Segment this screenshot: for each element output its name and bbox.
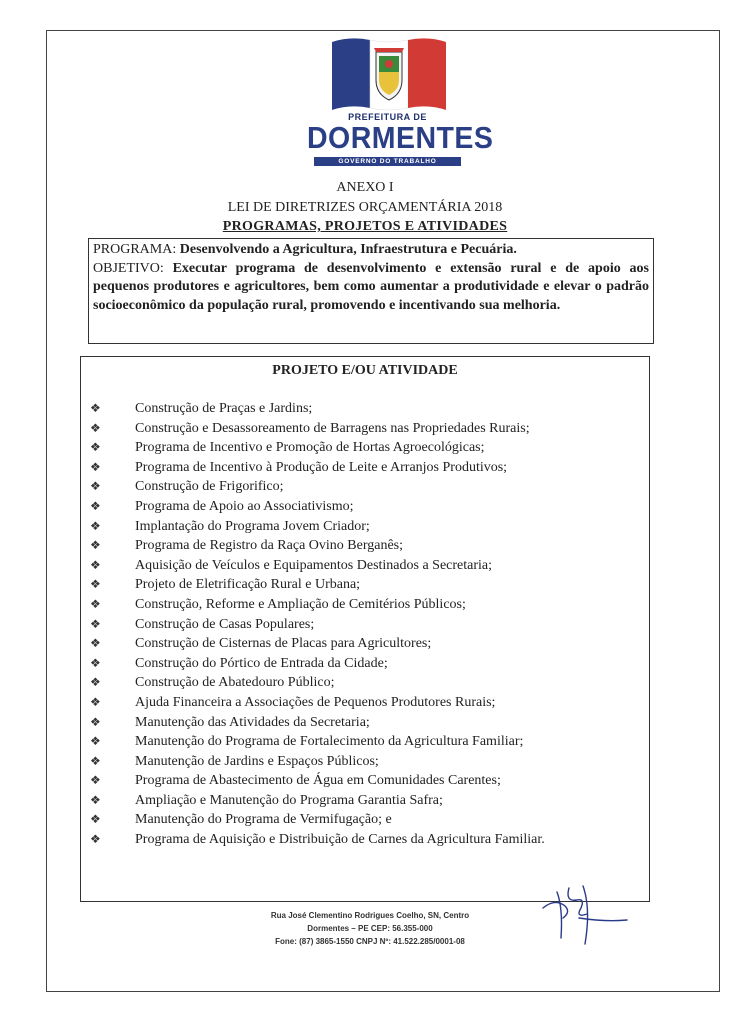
diamond-bullet-icon: ❖ [90,479,101,494]
activity-item-text: Construção de Abatedouro Público; [135,675,335,691]
activity-item [81,830,649,850]
activity-item-text: Construção de Cisternas de Placas para Agricultores; [135,636,432,652]
activity-item [81,556,649,576]
programa-label: PROGRAMA: [93,242,177,257]
diamond-bullet-icon: ❖ [90,655,101,670]
diamond-bullet-icon: ❖ [90,557,101,572]
activity-item-text: Programa de Registro da Raça Ovino Berganês; [135,538,404,554]
activity-item [81,595,649,615]
activity-item [81,517,649,537]
program-box [88,238,654,344]
diamond-bullet-icon: ❖ [90,675,101,690]
footer-address: Rua José Clementino Rodrigues Coelho, SN, Centro [270,911,470,920]
diamond-bullet-icon: ❖ [90,832,101,847]
activity-item-text: Ajuda Financeira a Associações de Pequenos Produtores Rurais; [135,694,496,710]
activity-item [81,810,649,830]
law-title: LEI DE DIRETRIZES ORÇAMENTÁRIA 2018 [227,200,503,215]
activity-item [81,399,649,419]
activity-item [81,654,649,674]
activity-item-text: Ampliação e Manutenção do Programa Garantia Safra; [135,792,443,808]
logo-name: DORMENTES [307,120,494,155]
annex-title: ANEXO I [336,180,394,195]
diamond-bullet-icon: ❖ [90,694,101,709]
diamond-bullet-icon: ❖ [90,792,101,807]
diamond-bullet-icon: ❖ [90,714,101,729]
activity-item-text: Construção de Praças e Jardins; [135,401,313,416]
diamond-bullet-icon: ❖ [90,734,101,749]
activity-item-text: Construção de Casas Populares; [135,616,315,632]
activity-box [80,356,650,902]
activity-item-text: Implantação do Programa Jovem Criador; [135,518,370,534]
activity-item [81,693,649,713]
diamond-bullet-icon: ❖ [90,616,101,631]
activity-item-text: Manutenção de Jardins e Espaços Públicos; [135,753,379,769]
activity-list [81,399,649,850]
objetivo-line [93,260,649,316]
activity-item [81,713,649,733]
diamond-bullet-icon: ❖ [90,753,101,768]
activity-item-text: Manutenção do Programa de Fortalecimento da Agricultura Familiar; [135,734,524,750]
activity-item [81,536,649,556]
diamond-bullet-icon: ❖ [90,459,101,474]
footer-city: Dormentes – PE CEP: 56.355-000 [307,924,433,933]
activity-item-text: Programa de Incentivo e Promoção de Hortas Agroecológicas; [135,440,485,456]
diamond-bullet-icon: ❖ [90,538,101,553]
logo-tagline: GOVERNO DO TRABALHO [314,157,461,166]
diamond-bullet-icon: ❖ [90,773,101,788]
activity-item [81,771,649,791]
section-title: PROGRAMAS, PROJETOS E ATIVIDADES [222,219,508,234]
activity-item [81,673,649,693]
logo-prefix: PREFEITURA DE [348,112,427,122]
activity-item [81,477,649,497]
activity-item [81,497,649,517]
activity-item-text: Construção, Reforme e Ampliação de Cemitérios Públicos; [135,596,466,612]
activity-item [81,732,649,752]
diamond-bullet-icon: ❖ [90,401,101,415]
activity-item [81,791,649,811]
footer-contact: Fone: (87) 3865-1550 CNPJ Nº: 41.522.285/0001-08 [275,937,465,946]
diamond-bullet-icon: ❖ [90,498,101,513]
activity-item-text: Programa de Apoio ao Associativismo; [135,498,354,514]
activity-item [81,634,649,654]
programa-line [93,241,649,260]
activity-item-text: Programa de Incentivo à Produção de Leite e Arranjos Produtivos; [135,459,508,475]
diamond-bullet-icon: ❖ [90,596,101,611]
activity-item [81,752,649,772]
activity-item-text: Projeto de Eletrificação Rural e Urbana; [135,577,361,593]
objetivo-label: OBJETIVO: [93,260,164,276]
activity-title: PROJETO E/OU ATIVIDADE [272,363,458,378]
diamond-bullet-icon: ❖ [90,440,101,455]
signature [535,878,635,948]
diamond-bullet-icon: ❖ [90,518,101,533]
activity-item-text: Programa de Abastecimento de Água em Comunidades Carentes; [135,773,501,789]
diamond-bullet-icon: ❖ [90,420,101,435]
objetivo-value: Executar programa de desenvolvimento e extensão rural e de apoio aos pequenos produtores e agricultores, bem como aumentar a produtividade e elevar o padrão socioeconômico da população rural, promovendo e incentivando sua melhoria. [93,260,649,313]
activity-item [81,615,649,635]
activity-item-text: Construção de Frigorifico; [135,479,284,495]
activity-item [81,458,649,478]
activity-item [81,575,649,595]
activity-item [81,438,649,458]
activity-item [81,419,649,439]
activity-item-text: Aquisição de Veículos e Equipamentos Destinados a Secretaria; [135,557,493,573]
diamond-bullet-icon: ❖ [90,812,101,827]
diamond-bullet-icon: ❖ [90,636,101,651]
prefeitura-logo [300,32,494,165]
activity-item-text: Construção e Desassoreamento de Barragens nas Propriedades Rurais; [135,420,530,436]
activity-item-text: Programa de Aquisição e Distribuição de Carnes da Agricultura Familiar. [135,832,545,848]
programa-value: Desenvolvendo a Agricultura, Infraestrutura e Pecuária. [179,242,517,257]
activity-item-text: Manutenção do Programa de Vermifugação; e [135,812,392,828]
activity-item-text: Construção do Pórtico de Entrada da Cidade; [135,655,388,671]
flag-emblem-icon [330,34,448,112]
diamond-bullet-icon: ❖ [90,577,101,592]
activity-item-text: Manutenção das Atividades da Secretaria; [135,714,370,730]
